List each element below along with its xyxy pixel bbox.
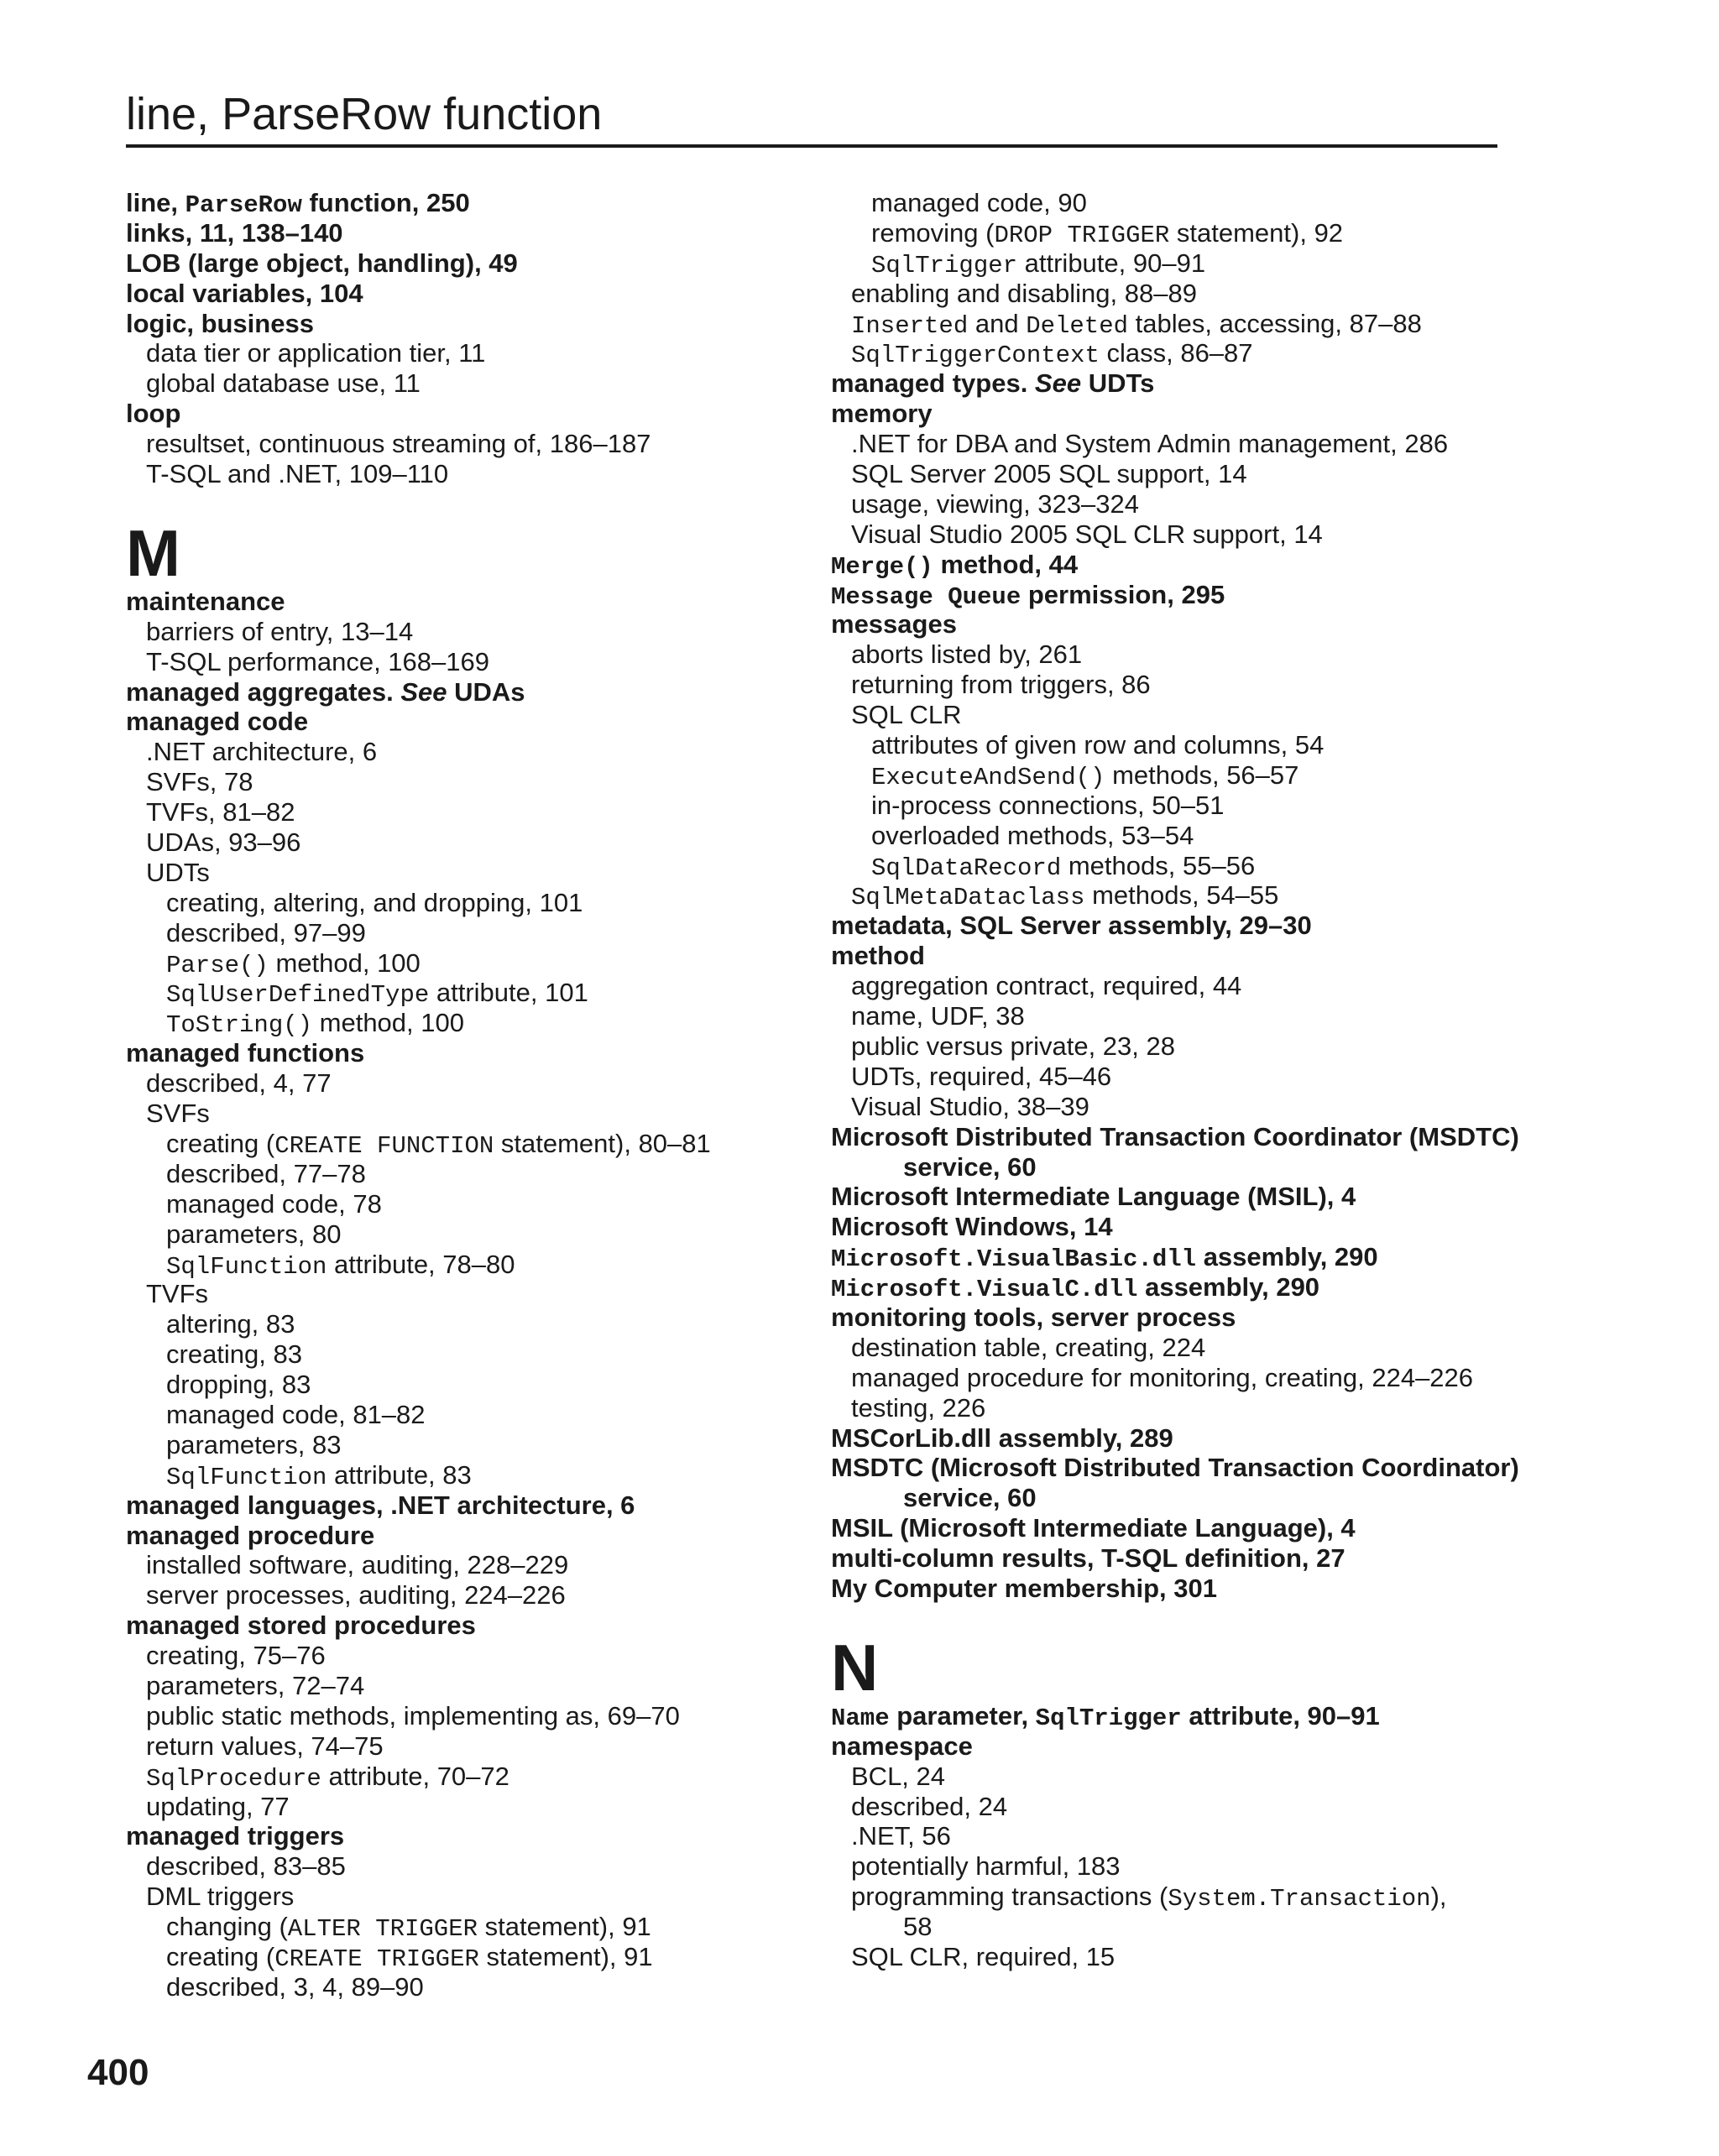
index-subentry [126, 737, 831, 767]
index-entry [126, 677, 831, 707]
section-spacer [126, 489, 831, 519]
entry-text: metadata, SQL Server assembly, 29–30 [831, 911, 1312, 941]
entry-text: described, 3, 4, 89–90 [166, 1971, 424, 2002]
index-subentry [831, 880, 1536, 911]
entry-text: returning from triggers, 86 [851, 670, 1151, 700]
entry-text: barriers of entry, 13–14 [146, 616, 414, 646]
entry-text: BCL, 24 [851, 1761, 946, 1791]
entry-text: potentially harmful, 183 [851, 1851, 1121, 1882]
index-subentry [126, 1731, 831, 1762]
index-subentry [831, 429, 1536, 459]
code-term: SqlMetaDataclass [851, 884, 1085, 912]
entry-text: .NET for DBA and System Admin management, 286 [851, 429, 1449, 459]
index-entry [831, 1574, 1536, 1604]
entry-text: links, 11, 138–140 [126, 217, 343, 248]
entry-text: logic, business [126, 308, 314, 338]
index-subentry [831, 1333, 1536, 1363]
index-entry [831, 1731, 1536, 1762]
index-subentry [831, 1001, 1536, 1031]
entry-text: updating, 77 [146, 1791, 290, 1821]
entry-text: attribute, 70–72 [321, 1761, 509, 1791]
index-subentry [831, 730, 1536, 760]
index-subentry [831, 279, 1536, 309]
entry-text: parameters, 83 [166, 1429, 342, 1459]
entry-text: managed procedure [126, 1520, 375, 1550]
entry-text: LOB (large object, handling), 49 [126, 248, 518, 278]
index-subentry [126, 888, 831, 918]
index-subentry [831, 1821, 1536, 1851]
index-entry [831, 609, 1536, 639]
index-column-right [831, 188, 1536, 1972]
index-subentry [126, 429, 831, 459]
entry-text: destination table, creating, 224 [851, 1332, 1206, 1362]
index-subentry [126, 1400, 831, 1430]
entry-text: permission, 295 [1021, 579, 1225, 609]
entry-text: Visual Studio, 38–39 [851, 1091, 1089, 1121]
entry-text: testing, 226 [851, 1392, 986, 1423]
code-term: Merge() [831, 552, 933, 581]
index-entry [831, 1212, 1536, 1242]
entry-text: method, 44 [933, 549, 1079, 579]
index-entry [831, 399, 1536, 429]
index-subentry [126, 1068, 831, 1099]
index-subentry [831, 760, 1536, 791]
entry-text: and [968, 308, 1027, 338]
code-term: Message Queue [831, 582, 1021, 611]
entry-text: tables, accessing, 87–88 [1128, 308, 1422, 338]
entry-text: dropping, 83 [166, 1370, 311, 1400]
code-term: SqlTriggerContext [851, 342, 1100, 370]
entry-text: methods, 54–55 [1084, 880, 1279, 911]
index-entry [831, 1272, 1536, 1302]
entry-text: enabling and disabling, 88–89 [851, 278, 1197, 308]
entry-text: 58 [903, 1912, 933, 1942]
entry-text: described, 97–99 [166, 917, 366, 947]
index-entry [831, 1543, 1536, 1574]
index-entry [126, 399, 831, 429]
index-entry [126, 248, 831, 279]
index-subentry [126, 1972, 831, 2002]
index-subentry [831, 218, 1536, 248]
entry-text: data tier or application tier, 11 [146, 338, 486, 368]
entry-text: MSCorLib.dll assembly, 289 [831, 1423, 1173, 1453]
entry-text: overloaded methods, 53–54 [871, 820, 1194, 850]
entry-text: changing ( [166, 1912, 288, 1942]
entry-text: TVFs [146, 1279, 209, 1309]
index-subentry [831, 670, 1536, 700]
code-term: Microsoft.VisualBasic.dll [831, 1245, 1197, 1274]
entry-text: managed triggers [126, 1821, 345, 1851]
index-entry [126, 188, 831, 218]
index-subentry [126, 617, 831, 647]
code-term: ToString() [166, 1011, 313, 1040]
entry-text: ), [1430, 1882, 1447, 1912]
entry-text: TVFs, 81–82 [146, 797, 295, 827]
index-entry [126, 1610, 831, 1641]
entry-text: public versus private, 23, 28 [851, 1031, 1175, 1061]
index-entry [831, 1513, 1536, 1543]
index-entry [831, 1182, 1536, 1212]
index-subentry [831, 791, 1536, 821]
entry-text: messages [831, 609, 957, 639]
entry-text: public static methods, implementing as, 69–70 [146, 1700, 680, 1731]
index-entry [126, 1038, 831, 1068]
entry-text: statement), 91 [478, 1941, 653, 1971]
entry-text: parameters, 72–74 [146, 1670, 365, 1700]
entry-text: statement), 91 [478, 1912, 651, 1942]
entry-text: described, 24 [851, 1791, 1008, 1821]
code-term: Microsoft.VisualC.dll [831, 1276, 1138, 1304]
entry-text: managed code, 78 [166, 1188, 382, 1219]
entry-text: attribute, 78–80 [327, 1249, 515, 1279]
index-subentry [126, 1189, 831, 1219]
entry-text: creating, altering, and dropping, 101 [166, 887, 583, 917]
entry-text: loop [126, 399, 181, 429]
index-subentry [126, 1279, 831, 1309]
code-term: ParseRow [185, 191, 302, 219]
index-subentry [831, 1942, 1536, 1972]
code-term: SqlTrigger [1035, 1704, 1182, 1732]
code-term: Parse() [166, 951, 269, 979]
code-term: SqlTrigger [871, 251, 1018, 279]
entry-text: managed types. [831, 368, 1035, 399]
entry-text: described, 77–78 [166, 1158, 366, 1188]
code-term: ALTER TRIGGER [287, 1915, 478, 1944]
entry-text: altering, 83 [166, 1309, 295, 1339]
index-entry [831, 580, 1536, 610]
entry-text: programming transactions ( [851, 1882, 1168, 1912]
entry-text: resultset, continuous streaming of, 186–187 [146, 429, 651, 459]
entry-text: attribute, 90–91 [1181, 1700, 1380, 1731]
running-head: line, ParseRow function [126, 89, 603, 139]
section-spacer [831, 1604, 1536, 1634]
index-entry [126, 1521, 831, 1551]
code-term: ExecuteAndSend() [871, 763, 1105, 791]
entry-text: method [831, 941, 925, 971]
index-subentry [126, 368, 831, 399]
entry-text: in-process connections, 50–51 [871, 790, 1225, 820]
index-column-left [126, 188, 831, 2002]
entry-text: multi-column results, T-SQL definition, 27 [831, 1543, 1345, 1574]
entry-text: DML triggers [146, 1882, 295, 1912]
entry-text: managed code [126, 707, 309, 737]
entry-text: monitoring tools, server process [831, 1302, 1236, 1332]
code-term: Name [831, 1704, 890, 1732]
entry-text: UDTs [1081, 368, 1155, 399]
entry-text: managed stored procedures [126, 1610, 476, 1641]
entry-text: service, 60 [903, 1151, 1037, 1182]
entry-text: UDTs, required, 45–46 [851, 1061, 1112, 1091]
entry-text: aggregation contract, required, 44 [851, 971, 1242, 1001]
index-entry [126, 587, 831, 617]
entry-text: creating, 75–76 [146, 1641, 326, 1671]
index-subentry [831, 188, 1536, 218]
index-subentry [831, 1882, 1536, 1912]
index-subentry [831, 489, 1536, 519]
entry-text: memory [831, 399, 933, 429]
index-subentry [126, 1912, 831, 1942]
index-entry [831, 911, 1536, 941]
entry-text: service, 60 [903, 1483, 1037, 1513]
entry-text: See [1034, 368, 1082, 399]
entry-text: line, [126, 188, 185, 217]
index-subentry [126, 827, 831, 858]
index-subentry [126, 1339, 831, 1370]
index-subentry [126, 1671, 831, 1701]
entry-text: managed languages, .NET architecture, 6 [126, 1490, 635, 1520]
index-subentry [126, 1129, 831, 1159]
index-subentry [126, 858, 831, 888]
entry-text: SQL Server 2005 SQL support, 14 [851, 459, 1247, 489]
entry-text: described, 83–85 [146, 1851, 346, 1882]
entry-text: Visual Studio 2005 SQL CLR support, 14 [851, 519, 1323, 549]
index-subentry [831, 971, 1536, 1001]
index-subentry [126, 1701, 831, 1731]
index-entry [831, 1453, 1536, 1483]
entry-text: parameter, [889, 1700, 1036, 1731]
entry-text: attributes of given row and columns, 54 [871, 730, 1325, 760]
index-subentry [831, 821, 1536, 851]
index-subentry [831, 639, 1536, 670]
index-subentry [126, 1460, 831, 1490]
index-subentry [831, 338, 1536, 368]
entry-text: creating, 83 [166, 1339, 302, 1370]
index-entry [831, 550, 1536, 580]
page-number: 400 [87, 2052, 149, 2093]
index-subentry [126, 1099, 831, 1129]
index-subentry [831, 851, 1536, 881]
entry-text: SVFs [146, 1099, 210, 1129]
entry-text: managed aggregates. [126, 676, 401, 707]
index-subentry [126, 1159, 831, 1189]
index-subentry [831, 1092, 1536, 1122]
entry-text: methods, 55–56 [1061, 850, 1256, 880]
index-subentry [831, 1062, 1536, 1092]
entry-text: managed code, 90 [871, 188, 1087, 217]
entry-text: MSDTC (Microsoft Distributed Transaction Coordinator) [831, 1453, 1519, 1483]
index-entry [831, 1302, 1536, 1333]
index-entry [831, 368, 1536, 399]
index-subentry [126, 948, 831, 979]
index-entry [126, 707, 831, 737]
index-subentry [126, 1942, 831, 1972]
entry-text: attribute, 83 [327, 1459, 472, 1490]
entry-text: statement), 80–81 [494, 1128, 711, 1158]
entry-text: Microsoft Distributed Transaction Coordinator (MSDTC) [831, 1121, 1519, 1151]
entry-text: Microsoft Intermediate Language (MSIL), 4 [831, 1182, 1356, 1212]
entry-text: SVFs, 78 [146, 767, 253, 797]
code-term: SqlFunction [166, 1463, 327, 1491]
index-subentry [831, 459, 1536, 489]
index-subentry [126, 1250, 831, 1280]
code-term: SqlDataRecord [871, 854, 1062, 882]
index-subentry [126, 1219, 831, 1250]
index-subentry [126, 1008, 831, 1038]
index-entry [831, 1701, 1536, 1731]
header-rule [126, 144, 1497, 148]
index-subentry [831, 1483, 1536, 1513]
index-subentry [831, 519, 1536, 550]
index-subentry [831, 1152, 1536, 1182]
index-subentry [126, 459, 831, 489]
entry-text: return values, 74–75 [146, 1731, 384, 1761]
entry-text: server processes, auditing, 224–226 [146, 1580, 566, 1610]
entry-text: My Computer membership, 301 [831, 1573, 1217, 1603]
entry-text: method, 100 [268, 947, 421, 978]
index-subentry [831, 309, 1536, 339]
section-letter: N [831, 1630, 879, 1704]
code-term: DROP TRIGGER [994, 221, 1170, 249]
index-subentry [126, 1580, 831, 1610]
index-subentry [831, 1762, 1536, 1792]
index-subentry [126, 978, 831, 1008]
code-term: CREATE FUNCTION [274, 1131, 494, 1160]
index-entry [126, 218, 831, 248]
index-subentry [126, 1851, 831, 1882]
index-subentry [126, 797, 831, 827]
code-term: System.Transaction [1168, 1885, 1431, 1913]
entry-text: name, UDF, 38 [851, 1001, 1025, 1031]
entry-text: assembly, 290 [1196, 1242, 1378, 1272]
entry-text: statement), 92 [1169, 217, 1344, 248]
entry-text: parameters, 80 [166, 1219, 342, 1249]
entry-text: assembly, 290 [1137, 1272, 1320, 1302]
index-subentry [831, 1912, 1536, 1942]
index-entry [126, 1490, 831, 1521]
entry-text: creating ( [166, 1128, 275, 1158]
entry-text: function, 250 [301, 188, 470, 217]
index-entry [126, 1821, 831, 1851]
entry-text: UDAs, 93–96 [146, 827, 301, 858]
entry-text: managed code, 81–82 [166, 1399, 426, 1429]
index-subentry [126, 1309, 831, 1339]
entry-text: class, 86–87 [1099, 338, 1253, 368]
entry-text: T-SQL and .NET, 109–110 [146, 459, 449, 489]
index-subentry [831, 1363, 1536, 1393]
index-entry [831, 1423, 1536, 1454]
index-entry [831, 1242, 1536, 1272]
index-subentry [126, 1370, 831, 1400]
index-subentry [126, 1641, 831, 1671]
entry-text: managed procedure for monitoring, creating, 224–226 [851, 1362, 1474, 1392]
index-subentry [126, 338, 831, 368]
entry-text: maintenance [126, 586, 285, 616]
index-subentry [831, 1851, 1536, 1882]
index-subentry [126, 1430, 831, 1460]
index-entry [831, 941, 1536, 971]
entry-text: usage, viewing, 323–324 [851, 488, 1139, 519]
entry-text: removing ( [871, 217, 995, 248]
code-term: Inserted [851, 311, 969, 340]
index-subentry [831, 248, 1536, 279]
entry-text: .NET architecture, 6 [146, 737, 378, 767]
index-subentry [831, 700, 1536, 730]
entry-text: UDTs [146, 857, 210, 887]
index-entry [126, 309, 831, 339]
entry-text: namespace [831, 1731, 973, 1761]
code-term: Deleted [1026, 311, 1129, 340]
code-term: CREATE TRIGGER [274, 1945, 479, 1973]
entry-text: local variables, 104 [126, 278, 363, 308]
entry-text: See [400, 676, 447, 707]
entry-text: SQL CLR [851, 700, 962, 730]
index-subentry [831, 1792, 1536, 1822]
index-subentry [126, 1762, 831, 1792]
entry-text: MSIL (Microsoft Intermediate Language), 4 [831, 1513, 1356, 1543]
entry-text: T-SQL performance, 168–169 [146, 646, 489, 676]
entry-text: methods, 56–57 [1105, 760, 1299, 790]
index-subentry [126, 647, 831, 677]
entry-text: installed software, auditing, 228–229 [146, 1550, 569, 1580]
index-subentry [831, 1393, 1536, 1423]
index-subentry [126, 918, 831, 948]
entry-text: aborts listed by, 261 [851, 639, 1083, 670]
index-subentry [126, 1792, 831, 1822]
entry-text: UDAs [447, 676, 525, 707]
section-letter: M [126, 515, 180, 590]
code-term: SqlProcedure [146, 1764, 321, 1793]
entry-text: managed functions [126, 1038, 365, 1068]
entry-text: attribute, 90–91 [1017, 248, 1206, 278]
entry-text: creating ( [166, 1941, 275, 1971]
index-entry [831, 1122, 1536, 1152]
index-entry [126, 279, 831, 309]
entry-text: .NET, 56 [851, 1821, 951, 1851]
entry-text: Microsoft Windows, 14 [831, 1212, 1113, 1242]
entry-text: described, 4, 77 [146, 1068, 332, 1099]
index-subentry [831, 1031, 1536, 1062]
code-term: SqlUserDefinedType [166, 981, 430, 1010]
index-subentry [126, 1882, 831, 1912]
index-subentry [126, 767, 831, 797]
entry-text: attribute, 101 [429, 978, 588, 1008]
index-subentry [126, 1550, 831, 1580]
entry-text: global database use, 11 [146, 368, 421, 399]
entry-text: SQL CLR, required, 15 [851, 1941, 1116, 1971]
code-term: SqlFunction [166, 1252, 327, 1281]
entry-text: method, 100 [312, 1008, 464, 1038]
